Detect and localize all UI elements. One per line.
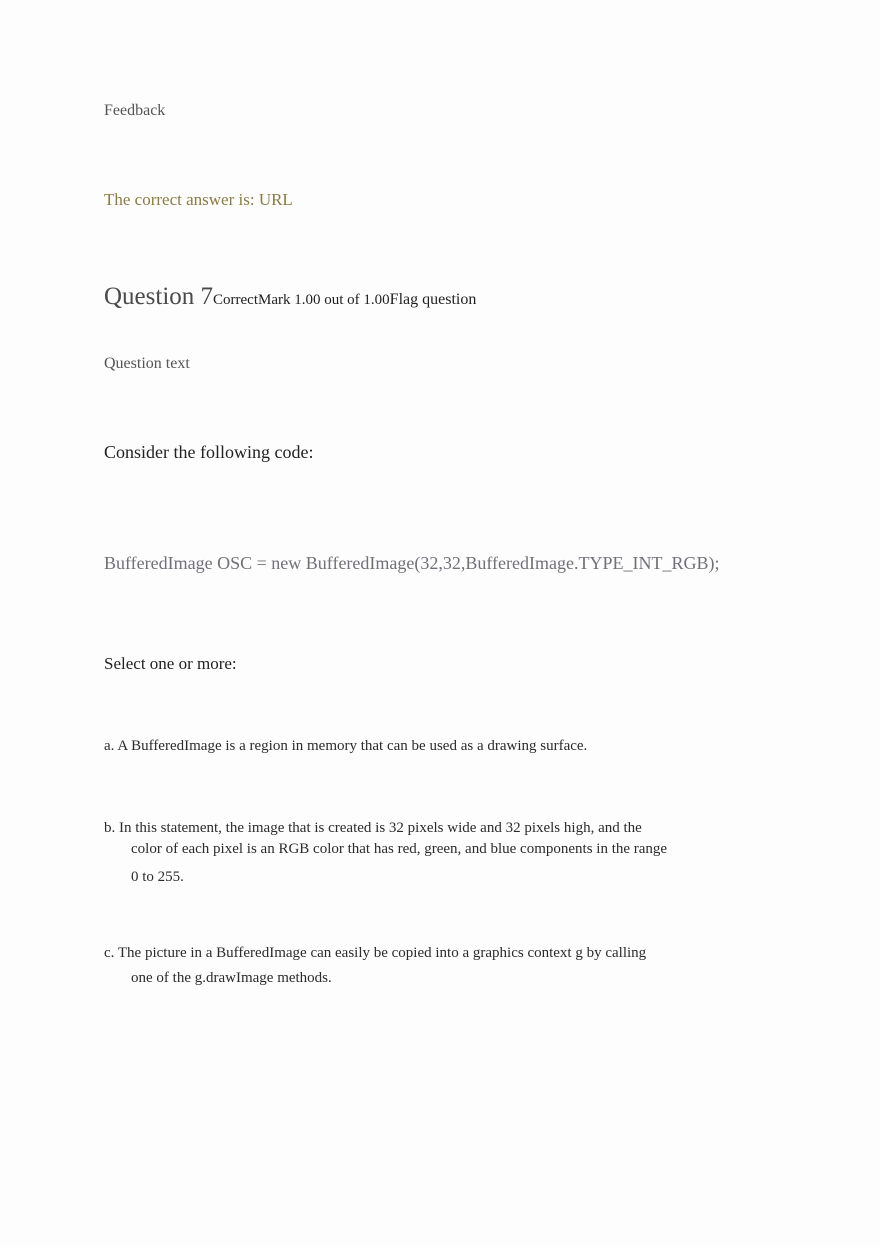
answer-option-b[interactable] [104,818,704,888]
correct-answer-text: The correct answer is: URL [104,190,293,209]
select-instruction: Select one or more: [104,654,237,673]
option-text-line: c. The picture in a BufferedImage can easily be copied into a graphics context g by calling [104,945,647,961]
question-prompt: Consider the following code: [104,442,314,462]
answer-option-a[interactable] [104,738,704,755]
question-mark: Mark 1.00 out of 1.00 [258,292,390,308]
option-text-line: color of each pixel is an RGB color that has red, green, and blue components in the range [131,841,668,857]
code-snippet: BufferedImage OSC = new BufferedImage(32,32,BufferedImage.TYPE_INT_RGB); [104,553,720,573]
question-state: Correct [213,292,259,308]
option-text-line: 0 to 255. [131,869,184,885]
question-text-label: Question text [104,355,190,372]
flag-question-link[interactable]: Flag question [389,291,477,308]
option-text-line: b. In this statement, the image that is created is 32 pixels wide and 32 pixels high, and the [104,820,642,836]
option-text-line: one of the g.drawImage methods. [131,970,332,986]
option-text-line: a. A BufferedImage is a region in memory that can be used as a drawing surface. [104,738,588,754]
answer-option-c[interactable] [104,945,704,987]
question-number: Question 7 [104,283,214,310]
question-header [104,284,476,309]
feedback-label: Feedback [104,102,166,119]
